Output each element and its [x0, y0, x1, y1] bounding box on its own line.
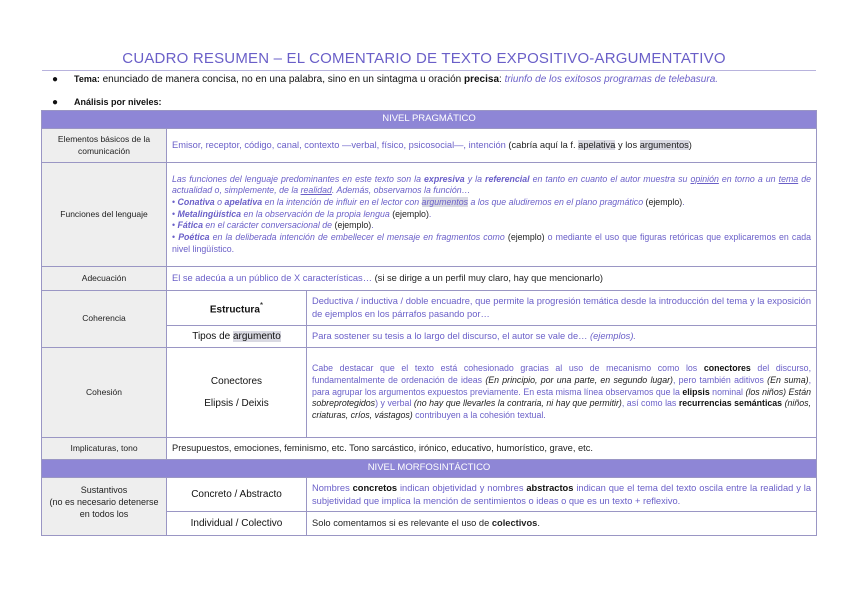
row-content: Deductiva / inductiva / doble encuadre, que permite la progresión temática desde la introducción del tema y la exposición de ejemplos en los párrafos pasando por…	[307, 291, 817, 326]
row-elementos	[42, 129, 817, 163]
row-content: Cabe destacar que el texto está cohesionado gracias al uso de mecanismo como los conectores del discurso, fundamentalmente de ordenación de ideas (En principio, por una parte, en segundo lugar), pero también aditivos (En suma), para agrupar los argumentos expuestos previamente. En esta misma línea observamos que la elipsis nominal (los niños) Están sobreprotegidos) y verbal (no hay que llevarles la contraria, ni hay que permitir), así como las recurrencias semánticas (niños, criaturas, críos, vástagos) contribuyen a la cohesión textual.	[307, 348, 817, 438]
funcion-metalinguistica: • Metalingüística en la observación de la propia lengua (ejemplo).	[172, 208, 432, 219]
category-label: Funciones del lenguaje	[42, 163, 167, 267]
row-adecuacion	[42, 267, 817, 291]
band-label: NIVEL MORFOSINTÁCTICO	[42, 460, 817, 478]
band-label: NIVEL PRAGMÁTICO	[42, 111, 817, 129]
row-content: Las funciones del lenguaje predominantes en este texto son la expresiva y la referencial en tanto en cuanto el autor muestra su opinión en torno a un tema de actualidad o, simplemente, de la realidad. Además, observamos la función… • Conativa o apelativa en la intención de influir en el lector con argumentos a los que aludiremos en el plano pragmático (ejemplo). • Metalingüística en la observación de la propia lengua (ejemplo). • Fática en el carácter conversacional de (ejemplo). • Poética en la deliberada intención de embellecer el mensaje en fragmentos como (ejemplo) o mediante el uso que figuras retóricas que explicaremos en cada nivel lingüístico.	[167, 163, 817, 267]
row-content: Solo comentamos si es relevante el uso de colectivos.	[307, 512, 817, 536]
category-label: Adecuación	[42, 267, 167, 291]
sub-label: Concreto / Abstracto	[167, 478, 307, 512]
band-pragmatico	[42, 111, 817, 129]
row-cohesion	[42, 348, 817, 438]
row-content: Para sostener su tesis a lo largo del discurso, el autor se vale de… (ejemplos).	[307, 326, 817, 348]
row-content: Emisor, receptor, código, canal, contexto —verbal, físico, psicosocial—, intención (cabría aquí la f. apelativa y los argumentos)	[167, 129, 817, 163]
tema-label: Tema:	[74, 74, 100, 84]
summary-table	[41, 110, 817, 536]
band-morfosintactico	[42, 460, 817, 478]
funcion-poetica: • Poética en la deliberada intención de embellecer el mensaje en fragmentos como (ejemplo) o mediante el uso que figuras retóricas que explicaremos en cada nivel lingüístico.	[172, 232, 812, 254]
analisis-label: Análisis por niveles:	[74, 97, 162, 107]
funcion-fatica: • Fática en el carácter conversacional de (ejemplo).	[172, 220, 374, 231]
sub-label: Estructura*	[167, 291, 307, 326]
row-sustantivos-concreto	[42, 478, 817, 512]
row-content: Presupuestos, emociones, feminismo, etc. Tono sarcástico, irónico, educativo, humorístico, grave, etc.	[167, 438, 817, 460]
row-implicaturas	[42, 438, 817, 460]
category-label: Coherencia	[42, 291, 167, 348]
page-title: CUADRO RESUMEN – EL COMENTARIO DE TEXTO EXPOSITIVO-ARGUMENTATIVO	[122, 50, 726, 67]
category-label: Cohesión	[42, 348, 167, 438]
title-divider	[42, 70, 816, 71]
category-label: Sustantivos (no es necesario detenerse en todos los	[42, 478, 167, 536]
bullet-tema-text: Tema: enunciado de manera concisa, no en una palabra, sino en un sintagma u oración precisa: triunfo de los exitosos programas de telebasura.	[74, 74, 719, 85]
category-label: Elementos básicos de la comunicación	[42, 129, 167, 163]
sub-label: Individual / Colectivo	[167, 512, 307, 536]
sub-label: Conectores Elipsis / Deixis	[167, 348, 307, 438]
funcion-conativa: • Conativa o apelativa en la intención de influir en el lector con argumentos a los que aludiremos en el plano pragmático (ejemplo).	[172, 196, 685, 207]
row-content: Nombres concretos indican objetividad y nombres abstractos indican que el tema del texto oscila entre la realidad y la subjetividad que implica la mención de sentimientos o ideas o que es un texto + reflexivo.	[307, 478, 817, 512]
bullet-icon: ●	[52, 74, 59, 85]
sub-label: Tipos de argumento	[167, 326, 307, 348]
bullet-icon: ●	[52, 97, 59, 108]
row-funciones	[42, 163, 817, 267]
category-label: Implicaturas, tono	[42, 438, 167, 460]
row-coherencia-estructura	[42, 291, 817, 326]
row-content: El se adecúa a un público de X características… (si se dirige a un perfil muy claro, hay que mencionarlo)	[167, 267, 817, 291]
